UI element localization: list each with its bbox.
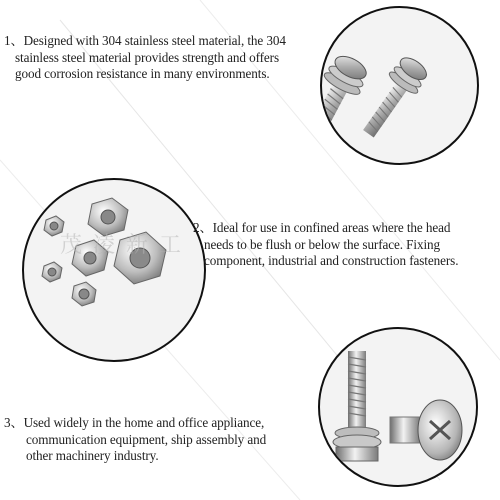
hex-nut-icon xyxy=(72,282,96,306)
feature-1-line-3: good corrosion resistance in many environments. xyxy=(15,66,270,81)
feature-1-line-1: 1、Designed with 304 stainless steel material, the 304 xyxy=(4,33,286,48)
screws-image-top xyxy=(320,6,479,165)
hex-nut-icon xyxy=(42,262,62,282)
screw-icon xyxy=(354,52,432,143)
feature-2-line-3: component, industrial and construction fasteners. xyxy=(204,253,459,268)
screw-icon xyxy=(333,351,381,461)
feature-2-line-2: needs to be flush or below the surface. Fixing xyxy=(204,236,441,252)
hex-nuts-image xyxy=(22,178,206,362)
feature-1-text xyxy=(4,33,324,83)
feature-3-line-3: other machinery industry. xyxy=(26,448,159,463)
hex-nuts-illustration xyxy=(24,180,204,360)
feature-3-line-1: 3、Used widely in the home and office appliance, xyxy=(4,415,265,430)
screws-image-bottom xyxy=(318,327,478,487)
screw-icon xyxy=(390,400,462,460)
watermark-text: 茂 凌 新 工 xyxy=(60,233,183,258)
feature-2-text xyxy=(193,220,499,270)
screws-illustration xyxy=(322,8,477,163)
feature-1-line-2: stainless steel material provides strength and offers xyxy=(15,49,279,65)
feature-3-line-2: communication equipment, ship assembly and xyxy=(26,431,267,447)
screws-closeup-illustration xyxy=(320,329,476,485)
feature-2-line-1: 2、Ideal for use in confined areas where the head xyxy=(193,220,451,235)
feature-3-text xyxy=(4,415,324,465)
